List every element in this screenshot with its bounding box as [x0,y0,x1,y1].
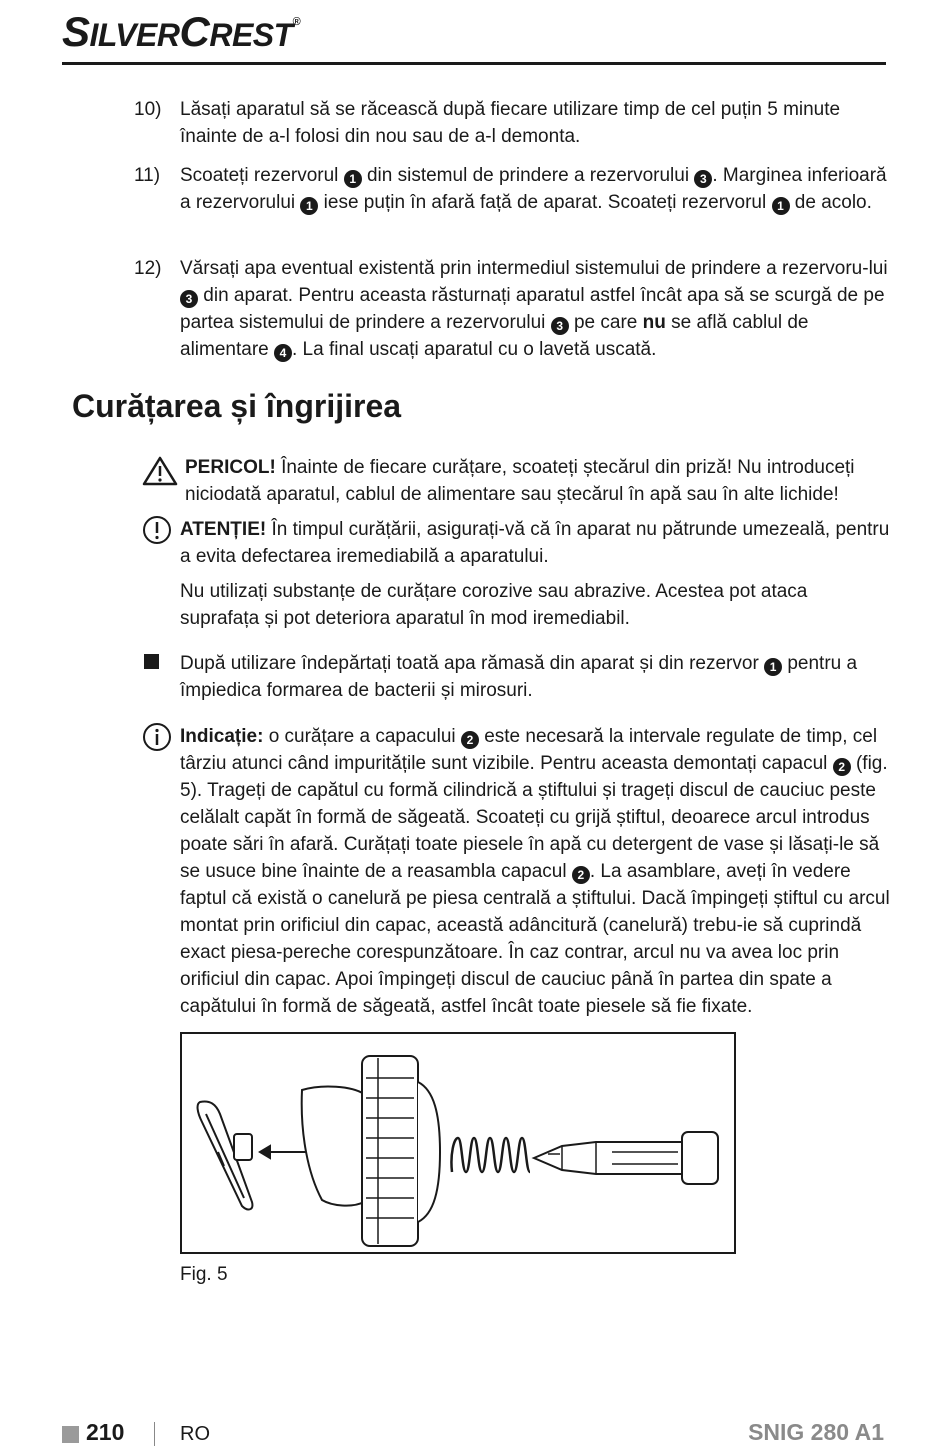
note-text: Indicație: o curățare a capacului 2 este necesară la intervale regulate de timp, cel târziu atunci când impuritățile sunt vizibile. Pentru aceasta demontați capacul 2 (fig. 5). Trageți de capătul cu formă cilindrică a știftului și trageți discul de cauciuc peste celălalt capăt în formă de săgeată. Scoateți cu grijă știftul, deoarece arcul introdus poate sări în afară. Curățați toate piesele în apă cu detergent de vase și lăsați-le să se usuce bine înainte de a reasambla capacul 2 . La asamblare, aveți în vedere faptul că există o canelură pe piesa centrală a știftului. Dacă împingeți știftul cu arcul montat prin orificiul din capac, această adâncitură (canelură) trebu-ie să cuprindă exact piesa-pereche corespunzătoare. În caz contrar, arcul nu va avea loc prin orificiul din capac. Apoi împingeți discul de cauciuc până în partea din spate a capătului în formă de săgeată, astfel încât toate piesele să fie fixate. [180,726,890,1017]
marker-1: 1 [764,658,782,676]
attention-icon [142,515,172,545]
marker-2: 2 [461,731,479,749]
bullet-square [144,654,159,669]
attention-text-2: Nu utilizați substanțe de curățare corozive sau abrazive. Acestea pot ataca suprafața și pot deteriora aparatul în mod iremediabil. [180,581,808,629]
marker-3: 3 [180,290,198,308]
model-number: SNIG 280 A1 [748,1419,884,1445]
section-title: Curățarea și îngrijirea [72,388,402,424]
attention-notice: ATENȚIE! În timpul curățării, asigurați-vă că în aparat nu pătrunde umezeală, pentru a evita defectarea iremediabilă a aparatului. [180,519,890,567]
danger-notice: PERICOL! Înainte de fiecare curățare, scoateți ștecărul din priză! Nu introduceți niciodată aparatul, cablul de alimentare sau ștecărul în apă sau în alte lichide! [185,457,855,505]
marker-2: 2 [833,758,851,776]
page-number: 210 [86,1419,125,1445]
step-text: Scoateți rezervorul 1 din sistemul de prindere a rezervorului 3 . Marginea inferioară a rezervorului 1 iese puțin în afară față de aparat. Scoateți rezervorul 1 de acolo. [180,165,887,213]
info-icon [142,722,172,752]
step-number: 12) [134,258,162,279]
step-number: 10) [134,99,162,120]
marker-1: 1 [772,197,790,215]
figure-caption: Fig. 5 [180,1264,228,1285]
marker-3: 3 [694,170,712,188]
marker-3: 3 [551,317,569,335]
marker-1: 1 [344,170,362,188]
footer-square [62,1426,79,1443]
step-text: Lăsați aparatul să se răcească după fiecare utilizare timp de cel puțin 5 minute înainte de a-l folosi din nou sau de a-l demonta. [180,99,841,147]
footer-separator [154,1422,155,1446]
marker-4: 4 [274,344,292,362]
step-text: Vărsați apa eventual existentă prin intermediul sistemului de prindere a rezervoru-lui 3 din aparat. Pentru aceasta răsturnați aparatul astfel încât apa să se scurgă de pe partea sistemului de prindere a rezervorului 3 pe care nu se află cablul de alimentare 4 . La final uscați aparatul cu o lavetă uscată. [180,258,888,360]
brand-logo: SILVERCREST® [62,8,301,55]
marker-2: 2 [572,866,590,884]
marker-1: 1 [300,197,318,215]
header-rule [62,62,886,65]
lid-assembly-illustration [182,1034,734,1252]
figure-5 [180,1032,736,1254]
step-number: 11) [134,165,161,186]
bullet-text: După utilizare îndepărtați toată apa rămasă din aparat și din rezervor 1 pentru a împiedica formarea de bacterii și mirosuri. [180,653,858,701]
warning-triangle-icon [142,456,178,486]
language-code: RO [180,1423,210,1445]
